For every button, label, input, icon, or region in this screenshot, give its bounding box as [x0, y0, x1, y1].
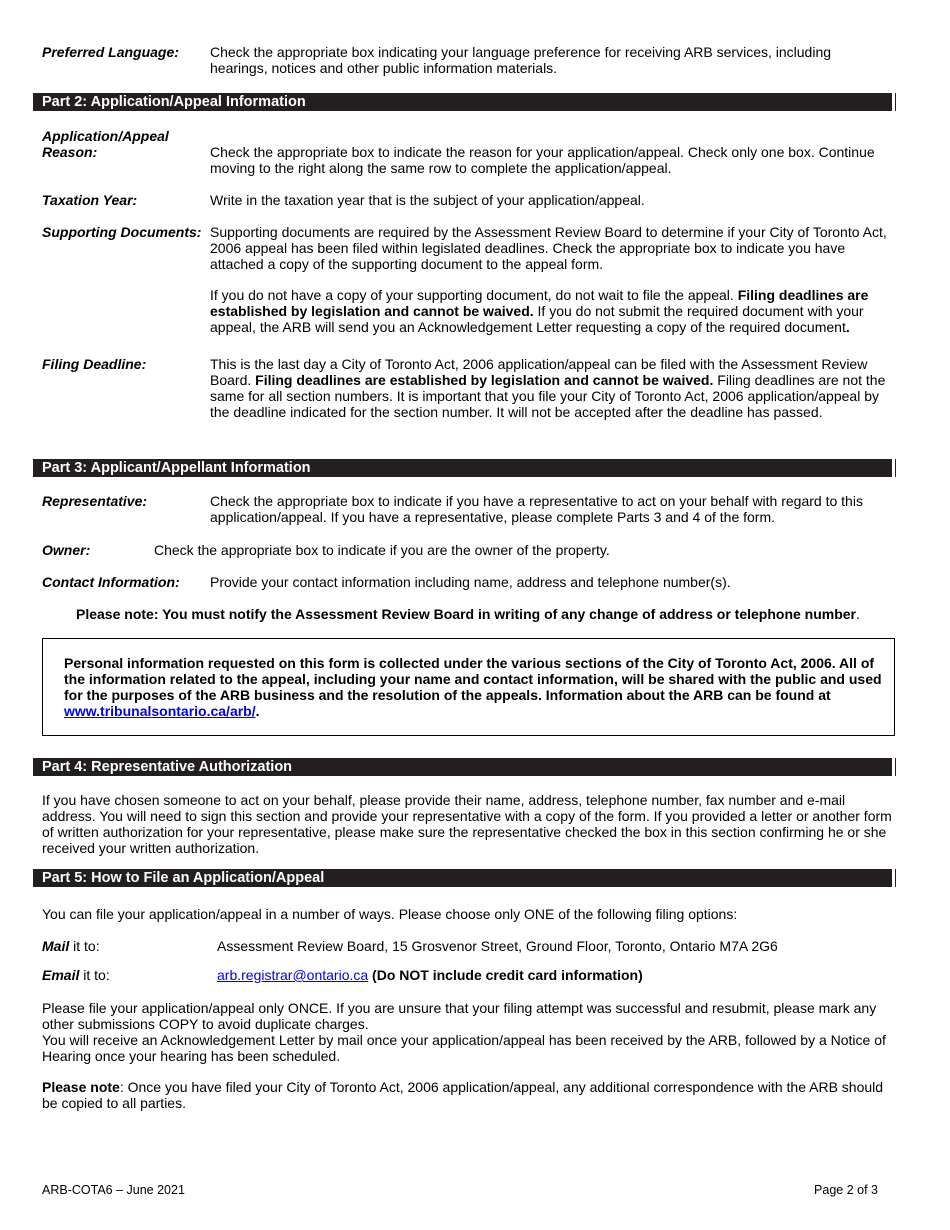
privacy-end: .: [255, 703, 260, 719]
taxation-year-text: Write in the taxation year that is the subject of your application/appeal.: [210, 192, 645, 208]
supporting-p2-period: .: [845, 319, 850, 335]
email-label-bold: Email: [42, 967, 80, 983]
please-note-rest: : Once you have filed your City of Toronto Act, 2006 application/appeal, any additional correspondence with the ARB should be copied to all parties.: [42, 1079, 884, 1111]
taxation-year-label: Taxation Year:: [42, 192, 138, 208]
deadline-a: This is the last day a City of Toronto Act, 2006 application/appeal can be filed with the Assessment Review Board.: [210, 356, 868, 388]
representative-label: Representative:: [42, 493, 148, 509]
email-line: [217, 967, 643, 983]
filing-deadline-label: Filing Deadline:: [42, 356, 147, 372]
change-note-period: .: [856, 606, 860, 622]
preferred-language-text: Check the appropriate box indicating your language preference for receiving ARB services, including hearings, notices and other public information materials.: [210, 44, 832, 76]
please-note-text: [42, 1079, 892, 1111]
footer-page-number: Page 2 of 3: [814, 1183, 878, 1197]
part3-header: Part 3: Applicant/Appellant Information: [33, 459, 894, 477]
email-label: [42, 967, 110, 983]
contact-information-text: Provide your contact information including name, address and telephone number(s).: [210, 574, 731, 590]
deadline-bold: Filing deadlines are established by legislation and cannot be waived.: [255, 372, 714, 388]
supporting-p2-a: If you do not have a copy of your supporting document, do not wait to file the appeal.: [210, 287, 738, 303]
part2-header: Part 2: Application/Appeal Information: [33, 93, 894, 111]
supporting-p2-bold: Filing deadlines are established by legislation and cannot be waived.: [210, 287, 869, 319]
preferred-language-label: Preferred Language:: [42, 44, 179, 60]
part5-header: Part 5: How to File an Application/Appeal: [33, 869, 894, 887]
supporting-documents-label: Supporting Documents:: [42, 224, 202, 240]
part4-header: Part 4: Representative Authorization: [33, 758, 894, 776]
change-of-address-note: [76, 606, 876, 622]
filing-options-intro: You can file your application/appeal in a number of ways. Please choose only ONE of the following filing options:: [42, 906, 738, 922]
email-note: (Do NOT include credit card information): [368, 967, 643, 983]
file-once-text: Please file your application/appeal only ONCE. If you are unsure that your filing attempt was successful and resubmit, please mark any other submissions COPY to avoid duplicate charges.: [42, 1000, 877, 1032]
privacy-notice-text: [64, 655, 884, 719]
email-label-rest: it to:: [79, 967, 110, 983]
supporting-documents-text: Supporting documents are required by the Assessment Review Board to determine if your City of Toronto Act, 2006 appeal has been filed within legislated deadlines. Check the appropriate box to indicate you have attached a copy of the supporting document to the appeal form.: [210, 224, 887, 272]
representative-text: Check the appropriate box to indicate if you have a representative to act on your behalf with regard to this application/appeal. If you have a representative, please complete Parts 3 and 4 of the form.: [210, 493, 863, 525]
mail-address: Assessment Review Board, 15 Grosvenor Street, Ground Floor, Toronto, Ontario M7A 2G6: [217, 938, 778, 954]
tribunals-ontario-link[interactable]: www.tribunalsontario.ca/arb/: [64, 703, 256, 719]
email-link[interactable]: arb.registrar@ontario.ca: [217, 967, 369, 983]
privacy-text: Personal information requested on this form is collected under the various sections of the City of Toronto Act, 2006. All of the information related to the appeal, including your name and contact information, will be shared with the public and used for the purposes of the ARB business and the resolution of the appeals. Information about the ARB can be found at: [64, 655, 882, 703]
reason-label-line1: Application/Appeal: [42, 128, 169, 144]
mail-label-rest: it to:: [69, 938, 100, 954]
footer-form-id: ARB-COTA6 – June 2021: [42, 1183, 185, 1197]
mail-label: [42, 938, 100, 954]
filing-deadline-text: [210, 356, 892, 420]
reason-text: Check the appropriate box to indicate the reason for your application/appeal. Check only one box. Continue moving to the right along the same row to complete the application/appeal.: [210, 144, 875, 176]
supporting-documents-paragraph-2: [210, 287, 892, 335]
owner-text: Check the appropriate box to indicate if you are the owner of the property.: [154, 542, 610, 558]
representative-authorization-text: If you have chosen someone to act on your behalf, please provide their name, address, telephone number, fax number and e-mail address. You will need to sign this section and provide your representative with a copy of the form. If you provided a letter or another form of written authorization for your representative, please make sure the representative checked the box in this section confirming he or she received your written authorization.: [42, 792, 892, 856]
reason-label-line2: Reason:: [42, 144, 98, 160]
contact-information-label: Contact Information:: [42, 574, 180, 590]
please-note-bold: Please note: [42, 1079, 120, 1095]
change-note-bold: Please note: You must notify the Assessment Review Board in writing of any change of address or telephone number: [76, 606, 857, 622]
acknowledgement-text: You will receive an Acknowledgement Letter by mail once your application/appeal has been received by the ARB, followed by a Notice of Hearing once your hearing has been scheduled.: [42, 1032, 886, 1064]
mail-label-bold: Mail: [42, 938, 70, 954]
owner-label: Owner:: [42, 542, 91, 558]
deadline-b: Filing deadlines are not the same for all section numbers. It is important that you file your City of Toronto Act, 2006 application/appeal by the deadline indicated for the section number. It will not be accepted after the deadline has passed.: [210, 372, 886, 420]
supporting-p2-b: If you do not submit the required document with your appeal, the ARB will send you an Acknowledgement Letter requesting a copy of the required document: [210, 303, 864, 335]
